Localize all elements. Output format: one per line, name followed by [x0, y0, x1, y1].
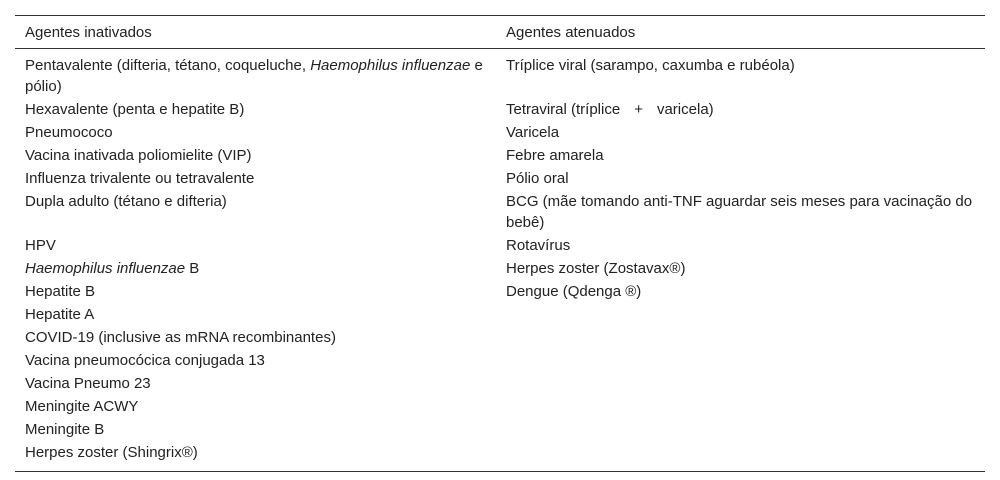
cell-attenuated [496, 373, 985, 396]
cell-inactivated: Meningite B [25, 421, 105, 438]
header-attenuated: Agentes atenuados [496, 16, 985, 49]
cell-italic-text: Haemophilus influenzae [25, 260, 186, 277]
table-row [15, 99, 985, 122]
cell-attenuated: Febre amarela [506, 147, 604, 164]
cell-text: varicela) [656, 101, 714, 118]
cell-text: Pentavalente (difteria, tétano, coqueluche, [25, 57, 311, 74]
cell-attenuated: Pólio oral [506, 170, 569, 187]
vaccine-table [15, 15, 985, 472]
plus-sign: + [634, 101, 643, 118]
table-row [15, 373, 985, 396]
cell-attenuated: Rotavírus [506, 237, 571, 254]
cell-inactivated: HPV [25, 237, 56, 254]
table-row [15, 168, 985, 191]
table-row [15, 419, 985, 442]
cell-attenuated [496, 419, 985, 442]
cell-attenuated [496, 396, 985, 419]
cell-italic-text: Haemophilus influenzae [310, 57, 471, 74]
table-row [15, 235, 985, 258]
cell-inactivated: Vacina Pneumo 23 [25, 375, 151, 392]
cell-text: Tetraviral (tríplice [506, 101, 621, 118]
table-row [15, 327, 985, 350]
cell-inactivated: Vacina pneumocócica conjugada 13 [25, 352, 265, 369]
table-row [15, 258, 985, 281]
cell-inactivated: COVID-19 (inclusive as mRNA recombinantes) [25, 329, 336, 346]
cell-attenuated [496, 442, 985, 471]
vaccine-table-grid [15, 16, 985, 471]
cell-inactivated: Pneumococo [25, 124, 113, 141]
cell-inactivated: Vacina inativada poliomielite (VIP) [25, 147, 252, 164]
cell-inactivated: Hepatite B [25, 283, 96, 300]
cell-text: e pólio) [25, 57, 483, 95]
cell-attenuated [496, 350, 985, 373]
header-row [15, 16, 985, 49]
cell-inactivated: Meningite ACWY [25, 398, 139, 415]
cell-attenuated: BCG (mãe tomando anti-TNF aguardar seis meses para vacinação do bebê) [506, 193, 973, 231]
cell-inactivated: Hepatite A [25, 306, 95, 323]
table-row [15, 281, 985, 304]
cell-attenuated: Tríplice viral (sarampo, caxumba e rubéola) [506, 57, 795, 74]
table-row [15, 145, 985, 168]
cell-inactivated [15, 258, 496, 281]
cell-attenuated [496, 304, 985, 327]
table-row [15, 442, 985, 471]
cell-attenuated [496, 99, 985, 122]
cell-inactivated: Herpes zoster (Shingrix®) [25, 444, 198, 461]
cell-attenuated: Varicela [506, 124, 560, 141]
cell-inactivated: Hexavalente (penta e hepatite B) [25, 101, 245, 118]
cell-text: B [185, 260, 200, 277]
table-row [15, 122, 985, 145]
cell-attenuated: Herpes zoster (Zostavax®) [506, 260, 686, 277]
table-row [15, 304, 985, 327]
table-row [15, 191, 985, 235]
table-row [15, 49, 985, 100]
cell-inactivated: Dupla adulto (tétano e difteria) [25, 193, 227, 210]
table-row [15, 350, 985, 373]
cell-inactivated [15, 49, 496, 100]
header-inactivated: Agentes inativados [15, 16, 496, 49]
cell-attenuated: Dengue (Qdenga ®) [506, 283, 642, 300]
cell-inactivated: Influenza trivalente ou tetravalente [25, 170, 255, 187]
cell-attenuated [496, 327, 985, 350]
table-row [15, 396, 985, 419]
